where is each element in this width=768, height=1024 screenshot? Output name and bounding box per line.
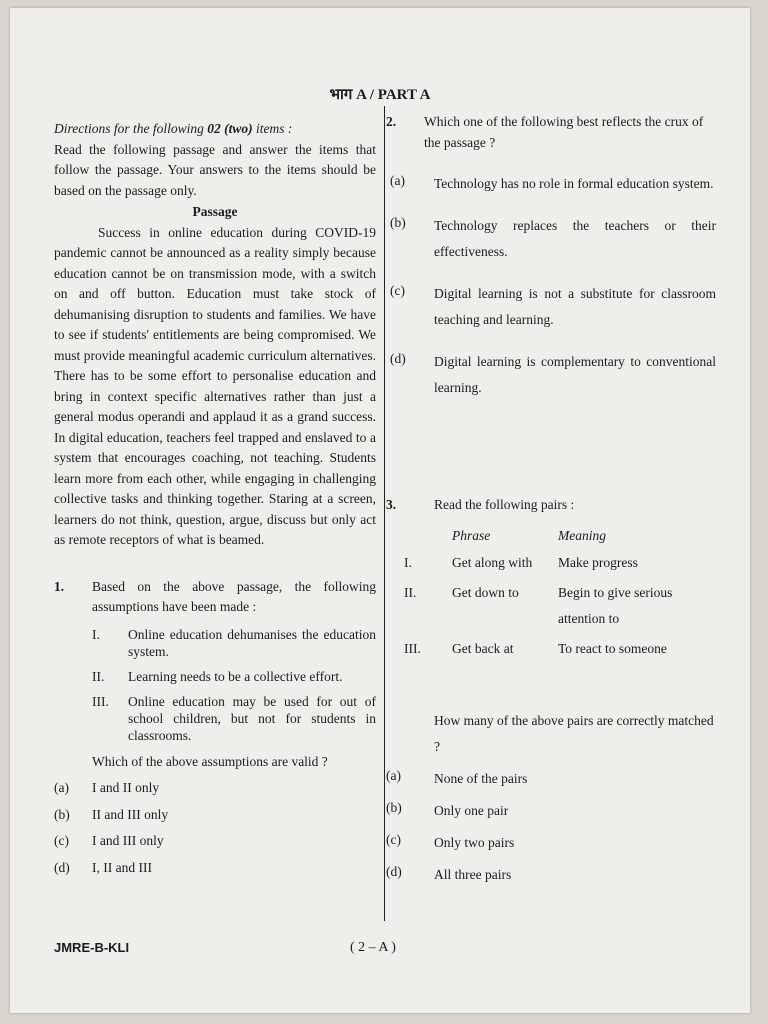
option[interactable]	[386, 171, 716, 197]
question-text: Read the following pairs :	[434, 497, 575, 512]
question-1	[54, 577, 376, 618]
option[interactable]	[386, 349, 716, 401]
question-text: Which one of the following best reflects the crux of the passage ?	[424, 114, 704, 150]
option[interactable]	[54, 858, 376, 879]
pair-number: III.	[404, 641, 421, 656]
directions-prefix: Directions for the following	[54, 121, 208, 136]
option-label: (b)	[390, 215, 406, 230]
option-text: All three pairs	[434, 867, 512, 882]
phrase-column-header: Phrase	[452, 527, 491, 543]
page-number: ( 2 – A )	[350, 940, 396, 955]
option[interactable]	[386, 766, 716, 792]
paper-code: JMRE-B-KLI	[54, 940, 130, 955]
option-text: Only two pairs	[434, 835, 515, 850]
option-text: I and II only	[92, 780, 160, 795]
option-label: (a)	[390, 173, 405, 188]
option-label: (d)	[390, 351, 406, 366]
option-label: (a)	[386, 768, 401, 783]
pair-row	[386, 550, 716, 576]
pair-phrase: Get down to	[452, 585, 519, 600]
option-label: (d)	[386, 864, 402, 879]
pair-row	[386, 636, 716, 662]
option-label: (b)	[386, 800, 402, 815]
pair-phrase: Get back at	[452, 641, 514, 656]
option[interactable]	[386, 830, 716, 856]
question-3	[386, 495, 716, 516]
right-column	[386, 106, 716, 888]
left-column	[54, 106, 376, 878]
option-label: (c)	[54, 833, 69, 848]
directions-count: 02 (two)	[207, 121, 253, 136]
meaning-column-header: Meaning	[558, 527, 606, 543]
option[interactable]	[386, 281, 716, 333]
assumption-number: I.	[92, 626, 100, 642]
assumption-item	[54, 693, 376, 744]
option[interactable]	[386, 798, 716, 824]
directions-heading	[54, 119, 376, 140]
option[interactable]	[54, 805, 376, 826]
directions-text: Read the following passage and answer the items that follow the passage. Your answers to the items should be based on the passage only.	[54, 141, 376, 198]
option[interactable]	[54, 831, 376, 852]
assumption-item	[54, 668, 376, 685]
passage-text: Success in online education during COVID-19 pandemic cannot be announced as a reality simply because education cannot be on transmission mode, with a switch on and off button. Education must take stock of dehumanising disruption to students and families. We have to see if students' entitlements are being compromised. We must provide meaningful academic curriculum alternatives. There has to be some effort to personalise education and bring in context specific alternatives rather than just a general modus operandi and applaud it as a grand success. In digital education, teachers feel trapped and enslaved to a system that encourages coaching, not teaching. Students learn more from each other, while engaging in challenging collective tasks and thinking together. Staring at a screen, learners do not think, question, argue, discuss but only act as remote receptors of what is beamed.	[54, 224, 376, 547]
pair-number: II.	[404, 585, 417, 600]
question-number: 1.	[54, 578, 65, 594]
option-text: Only one pair	[434, 803, 509, 818]
option-text: I and III only	[92, 833, 164, 848]
assumption-number: II.	[92, 668, 105, 684]
assumption-text: Online education dehumanises the education system.	[128, 626, 376, 659]
question-2	[386, 112, 716, 153]
option-text: None of the pairs	[434, 771, 528, 786]
pair-meaning: Make progress	[558, 555, 638, 570]
exam-page	[10, 8, 750, 1013]
directions-suffix: items :	[252, 121, 293, 136]
option-text: Digital learning is not a substitute for classroom teaching and learning.	[434, 286, 716, 327]
part-heading: भाग A / PART A	[329, 87, 431, 103]
question-ask: How many of the above pairs are correctly matched ?	[434, 713, 714, 754]
passage-title: Passage	[192, 204, 238, 219]
option-text: II and III only	[92, 806, 169, 822]
pair-number: I.	[404, 555, 412, 570]
pairs-header	[386, 526, 716, 547]
question-number: 3.	[386, 497, 397, 512]
assumption-number: III.	[92, 693, 109, 709]
pair-meaning: Begin to give serious attention to	[558, 585, 673, 626]
pair-phrase: Get along with	[452, 555, 533, 570]
question-text: Based on the above passage, the following assumptions have been made :	[92, 578, 376, 614]
pair-meaning: To react to someone	[558, 641, 667, 656]
option-label: (d)	[54, 859, 70, 875]
question-number: 2.	[386, 114, 397, 129]
column-divider	[384, 106, 385, 921]
option-label: (c)	[390, 283, 405, 298]
option[interactable]	[54, 778, 376, 799]
assumption-item	[54, 626, 376, 660]
option-text: Technology has no role in formal education system.	[434, 176, 714, 191]
assumption-text: Online education may be used for out of school children, but not for students in classrooms.	[128, 693, 376, 743]
question-ask: Which of the above assumptions are valid ?	[92, 753, 328, 769]
option-label: (b)	[54, 806, 70, 822]
option-text: Digital learning is complementary to conventional learning.	[434, 354, 716, 395]
option-label: (c)	[386, 832, 401, 847]
option-label: (a)	[54, 780, 69, 795]
pair-row	[386, 580, 716, 632]
option-text: I, II and III	[92, 859, 152, 875]
option[interactable]	[386, 213, 716, 265]
option[interactable]	[386, 862, 716, 888]
option-text: Technology replaces the teachers or their effectiveness.	[434, 218, 716, 259]
assumption-text: Learning needs to be a collective effort.	[128, 668, 343, 684]
